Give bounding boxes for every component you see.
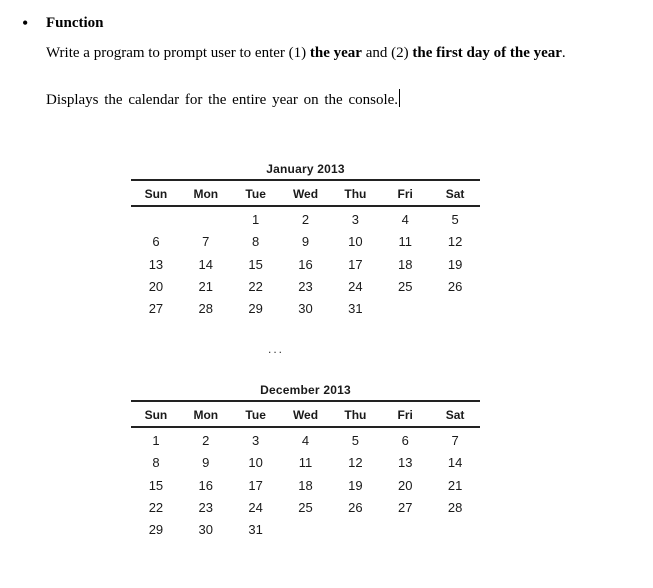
day-cell: 24	[248, 499, 263, 515]
section-heading: Function	[46, 15, 104, 31]
day-cell: 1	[252, 212, 260, 227]
display-text: Displays the calendar for the entire year on the console.	[46, 92, 399, 108]
day-cell: 16	[198, 477, 214, 493]
day-cell: 26	[348, 499, 363, 515]
week-row	[131, 279, 480, 294]
day-cell: 19	[447, 256, 463, 272]
day-cell: 21	[198, 278, 214, 294]
weekday-label: Tue	[245, 408, 266, 422]
task-emphasis-year: the year	[309, 45, 362, 61]
task-description	[46, 43, 606, 63]
calendar-top-rule	[131, 179, 480, 181]
day-cell: 15	[248, 256, 263, 272]
day-cell: 3	[252, 433, 260, 448]
day-cell: 17	[348, 256, 363, 272]
day-cell: 5	[351, 433, 359, 448]
day-cell: 6	[401, 433, 409, 448]
day-cell: 17	[248, 477, 263, 493]
day-cell: 28	[198, 301, 214, 317]
week-row	[131, 234, 480, 249]
week-row	[131, 301, 480, 316]
day-cell: 25	[397, 278, 413, 294]
day-cell: 22	[148, 499, 164, 515]
day-cell	[430, 522, 480, 537]
day-cell: 19	[348, 477, 363, 493]
ellipsis-separator: ...	[268, 342, 285, 356]
day-cell: 11	[398, 234, 412, 250]
day-cell	[430, 301, 480, 316]
day-cell: 11	[298, 455, 313, 471]
weekday-label: Fri	[397, 187, 413, 201]
day-cell: 3	[351, 212, 359, 227]
day-cell	[330, 522, 380, 537]
task-text-3: .	[561, 45, 566, 61]
day-cell: 30	[298, 301, 313, 317]
day-cell: 7	[451, 433, 459, 448]
day-cell: 1	[152, 433, 160, 448]
day-cell	[281, 522, 331, 537]
day-cell: 13	[397, 455, 413, 471]
weekday-label: Thu	[344, 408, 367, 422]
day-cell: 10	[248, 455, 263, 471]
day-cell	[380, 522, 430, 537]
day-cell: 31	[248, 522, 263, 538]
week-row	[131, 478, 480, 493]
day-cell: 27	[397, 499, 413, 515]
text-cursor	[399, 89, 400, 107]
weekday-label: Sun	[144, 408, 168, 422]
day-cell: 14	[198, 256, 214, 272]
day-cell: 12	[348, 455, 363, 471]
day-cell: 21	[447, 477, 463, 493]
weekday-label: Wed	[292, 408, 319, 422]
day-cell: 8	[252, 234, 260, 250]
day-cell: 27	[148, 301, 164, 317]
day-cell: 9	[202, 455, 210, 471]
day-cell: 16	[298, 256, 313, 272]
day-cell: 18	[397, 256, 413, 272]
weekday-label: Tue	[245, 187, 266, 201]
weekday-label: Sun	[144, 187, 168, 201]
day-cell: 7	[202, 234, 210, 250]
week-row	[131, 433, 480, 448]
day-cell: 4	[301, 433, 310, 448]
day-cell: 12	[447, 234, 463, 250]
calendar-header-rule	[131, 426, 480, 428]
day-cell: 26	[447, 278, 463, 294]
weekday-label: Wed	[292, 187, 319, 201]
day-cell	[380, 301, 430, 316]
weekday-label: Sat	[445, 408, 465, 422]
calendar-title: January 2013	[266, 162, 345, 176]
weekday-header	[131, 408, 480, 422]
weekday-label: Mon	[193, 187, 219, 201]
day-cell: 2	[202, 433, 210, 448]
day-cell: 13	[148, 256, 164, 272]
day-cell: 24	[348, 278, 363, 294]
day-cell: 15	[148, 477, 164, 493]
day-cell: 2	[301, 212, 310, 227]
day-cell: 10	[348, 234, 363, 250]
weekday-header	[131, 187, 480, 201]
day-cell: 25	[298, 499, 313, 515]
day-cell: 23	[298, 278, 313, 294]
day-cell: 8	[152, 455, 160, 471]
weekday-label: Sat	[445, 187, 465, 201]
day-cell: 14	[447, 455, 463, 471]
week-row	[131, 212, 480, 227]
week-row	[131, 257, 480, 272]
day-cell: 29	[248, 301, 263, 317]
day-cell: 6	[152, 234, 160, 250]
day-cell: 20	[148, 278, 164, 294]
bullet-marker: •	[22, 13, 29, 33]
display-description[interactable]	[46, 89, 400, 110]
task-text-1: Write a program to prompt user to enter (1)	[46, 45, 310, 61]
calendar-header-rule	[131, 205, 480, 207]
day-cell	[181, 212, 231, 227]
day-cell: 30	[198, 522, 214, 538]
day-cell: 28	[447, 499, 463, 515]
week-row	[131, 522, 480, 537]
day-cell: 18	[298, 477, 313, 493]
day-cell: 23	[198, 499, 214, 515]
weekday-label: Thu	[344, 187, 367, 201]
task-text-2: and (2)	[361, 45, 413, 61]
weekday-label: Fri	[397, 408, 413, 422]
calendar-title: December 2013	[260, 383, 351, 397]
day-cell: 5	[451, 212, 459, 227]
week-row	[131, 500, 480, 515]
day-cell: 22	[248, 278, 263, 294]
day-cell: 9	[301, 234, 310, 250]
day-cell: 4	[401, 212, 409, 227]
calendar-top-rule	[131, 400, 480, 402]
task-emphasis-first-day: the first day of the year	[412, 45, 562, 61]
day-cell: 31	[348, 301, 363, 317]
day-cell	[131, 212, 181, 227]
day-cell: 20	[397, 477, 413, 493]
week-row	[131, 455, 480, 470]
day-cell: 29	[148, 522, 164, 538]
weekday-label: Mon	[193, 408, 219, 422]
